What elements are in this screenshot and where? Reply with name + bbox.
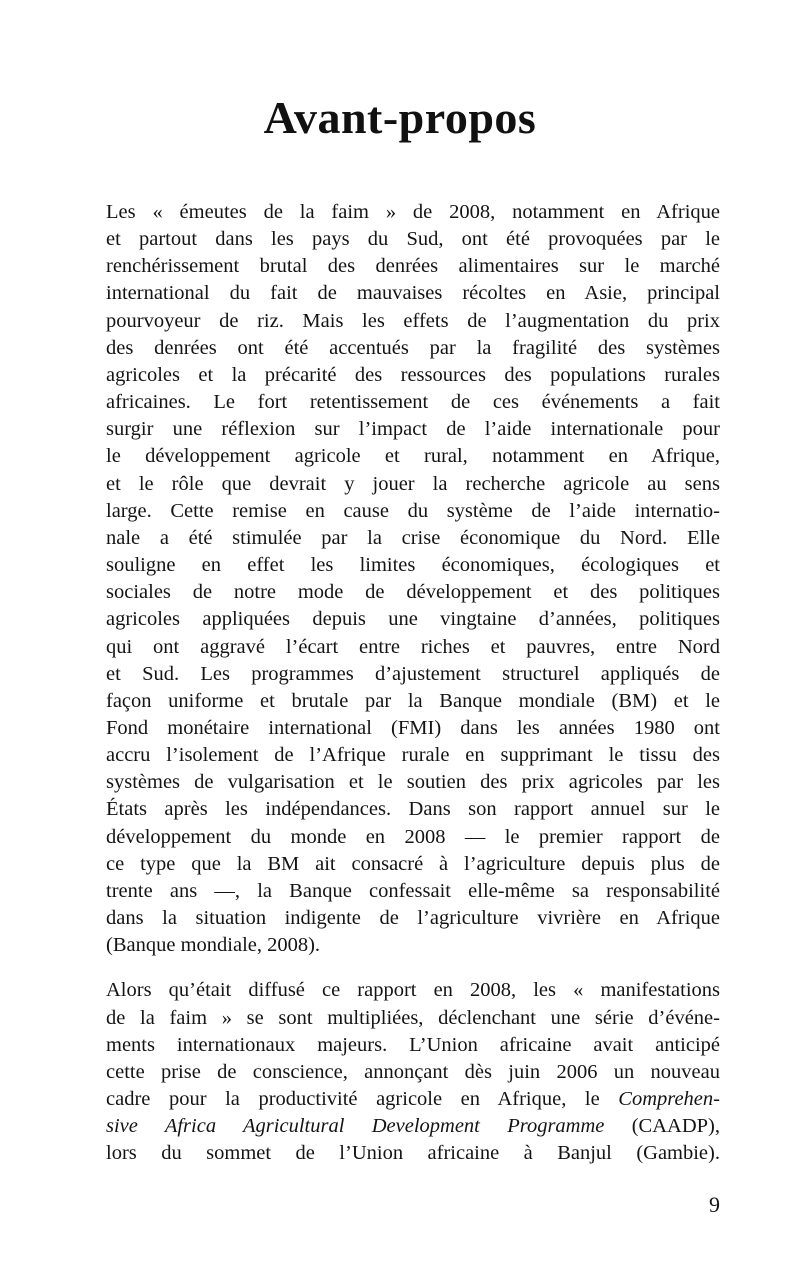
text-segment: lors du sommet de l’Union africaine à Banjul (Gambie).: [106, 1142, 720, 1165]
text-line: [106, 742, 720, 769]
text-line: [106, 932, 720, 959]
text-line: [106, 389, 720, 416]
text-segment: pourvoyeur de riz. Mais les effets de l’augmentation du prix: [106, 309, 720, 332]
text-segment: ments internationaux majeurs. L’Union africaine avait anticipé: [106, 1033, 720, 1056]
text-segment: agricoles appliquées depuis une vingtaine d’années, politiques: [106, 608, 720, 631]
text-line: [106, 715, 720, 742]
text-line: [106, 1086, 720, 1113]
text-segment: dans la situation indigente de l’agriculture vivrière en Afrique: [106, 907, 720, 930]
chapter-title: Avant-propos: [263, 92, 537, 143]
text-segment: cadre pour la productivité agricole en Afrique, le: [106, 1088, 619, 1110]
page-number: 9: [709, 1192, 720, 1217]
text-segment: trente ans —, la Banque confessait elle-même sa responsabilité: [106, 879, 720, 902]
text-line: [106, 1140, 720, 1167]
text-segment: international du fait de mauvaises récoltes en Asie, principal: [106, 282, 720, 305]
text-line: [106, 851, 720, 878]
text-line: [106, 796, 720, 823]
text-line: [106, 688, 720, 715]
text-line: [106, 443, 720, 470]
text-line: [106, 498, 720, 525]
text-segment: de la faim » se sont multipliées, déclenchant une série d’événe-: [106, 1006, 720, 1029]
text-segment: surgir une réflexion sur l’impact de l’aide internationale pour: [106, 418, 720, 441]
text-line: [106, 878, 720, 905]
text-line: [106, 308, 720, 335]
text-line: [106, 1059, 720, 1086]
text-segment: États après les indépendances. Dans son rapport annuel sur le: [106, 798, 720, 821]
text-line: [106, 416, 720, 443]
text-segment: cette prise de conscience, annonçant dès juin 2006 un nouveau: [106, 1060, 720, 1083]
text-segment: le développement agricole et rural, notamment en Afrique,: [106, 445, 720, 468]
text-segment: souligne en effet les limites économiques, écologiques et: [106, 554, 720, 577]
text-segment: et Sud. Les programmes d’ajustement structurel appliqués de: [106, 662, 720, 685]
text-segment: des denrées ont été accentués par la fragilité des systèmes: [106, 336, 720, 359]
text-line: [106, 552, 720, 579]
text-line: [106, 335, 720, 362]
text-segment: et le rôle que devrait y jouer la recherche agricole au sens: [106, 472, 720, 495]
text-line: [106, 769, 720, 796]
text-line: [106, 226, 720, 253]
body-text: [106, 199, 720, 1185]
text-segment: sociales de notre mode de développement et des politiques: [106, 581, 720, 604]
text-segment: façon uniforme et brutale par la Banque mondiale (BM) et le: [106, 689, 720, 712]
text-line: [106, 471, 720, 498]
text-line: [106, 661, 720, 688]
text-segment: renchérissement brutal des denrées alimentaires sur le marché: [106, 255, 720, 278]
text-line: [106, 362, 720, 389]
text-line: [106, 824, 720, 851]
text-line: [106, 905, 720, 932]
text-segment: large. Cette remise en cause du système de l’aide internatio-: [106, 499, 720, 522]
text-line: [106, 253, 720, 280]
text-line: [106, 1032, 720, 1059]
text-segment: (CAADP),: [604, 1115, 720, 1138]
text-segment: Fond monétaire international (FMI) dans les années 1980 ont: [106, 716, 720, 739]
text-segment: Les « émeutes de la faim » de 2008, notamment en Afrique: [106, 201, 720, 223]
text-line: [106, 1113, 720, 1140]
text-line: [106, 525, 720, 552]
text-line: [106, 606, 720, 633]
text-line: [106, 977, 720, 1004]
italic-text-segment: Comprehen-: [618, 1088, 720, 1110]
text-segment: agricoles et la précarité des ressources des populations rurales: [106, 363, 720, 386]
text-segment: qui ont aggravé l’écart entre riches et pauvres, entre Nord: [106, 635, 720, 658]
text-segment: accru l’isolement de l’Afrique rurale en supprimant le tissu des: [106, 744, 720, 767]
text-segment: Alors qu’était diffusé ce rapport en 2008, les « manifestations: [106, 979, 720, 1002]
italic-text-segment: sive Africa Agricultural Development Programme: [106, 1115, 605, 1138]
text-segment: ce type que la BM ait consacré à l’agriculture depuis plus de: [106, 852, 720, 875]
text-line: [106, 199, 720, 226]
text-line: [106, 579, 720, 606]
text-segment: africaines. Le fort retentissement de ces événements a fait: [106, 391, 720, 414]
text-segment: (Banque mondiale, 2008).: [106, 934, 321, 957]
text-line: [106, 1005, 720, 1032]
text-segment: et partout dans les pays du Sud, ont été provoquées par le: [106, 228, 720, 251]
text-segment: nale a été stimulée par la crise économique du Nord. Elle: [106, 526, 720, 549]
text-segment: développement du monde en 2008 — le premier rapport de: [106, 825, 720, 848]
text-segment: systèmes de vulgarisation et le soutien des prix agricoles par les: [106, 771, 720, 794]
paragraph: [106, 199, 720, 959]
text-line: [106, 280, 720, 307]
paragraph: [106, 977, 720, 1167]
text-line: [106, 634, 720, 661]
